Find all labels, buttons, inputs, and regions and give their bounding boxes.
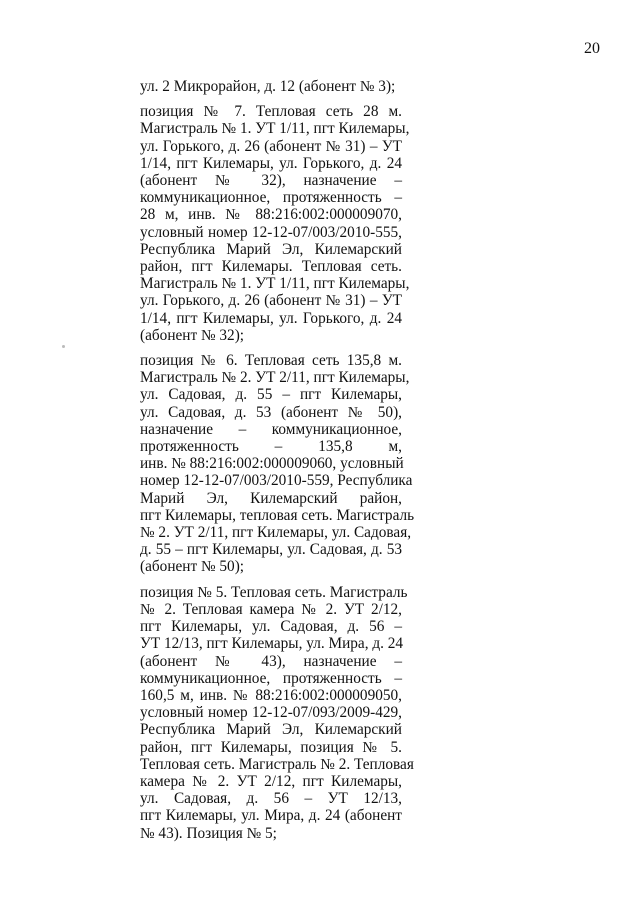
text-line: ул. 2 Микрорайон, д. 12 (абонент № 3); bbox=[140, 78, 396, 95]
text-line: район, пгт Килемары. Тепловая сеть. bbox=[140, 258, 402, 276]
text-line: номер 12-12-07/003/2010-559, Республика bbox=[140, 472, 413, 490]
paragraph bbox=[140, 103, 410, 344]
text-line: Магистраль № 1. УТ 1/11, пгт Килемары, bbox=[140, 275, 410, 293]
text-line: Тепловая сеть. Магистраль № 2. Тепловая bbox=[140, 755, 414, 773]
text-line: Магистраль № 2. УТ 2/11, пгт Килемары, bbox=[140, 369, 410, 387]
text-line: № 2. УТ 2/11, пгт Килемары, ул. Садовая, bbox=[140, 524, 412, 542]
page-number: 20 bbox=[584, 40, 600, 57]
text-line: коммуникационное, протяженность – bbox=[140, 669, 402, 687]
text-line: ул. Садовая, д. 53 (абонент № 50), bbox=[140, 403, 402, 421]
text-line: протяженность – 135,8 м, bbox=[140, 438, 402, 456]
paragraph bbox=[140, 78, 402, 95]
text-line: пгт Килемары, ул. Мира, д. 24 (абонент bbox=[140, 807, 402, 825]
text-line: д. 55 – пгт Килемары, ул. Садовая, д. 53 bbox=[140, 541, 402, 559]
text-line: условный номер 12-12-07/093/2009-429, bbox=[140, 704, 402, 722]
text-line: № 43). Позиция № 5; bbox=[140, 824, 277, 842]
text-line: пгт Килемары, тепловая сеть. Магистраль bbox=[140, 506, 415, 524]
text-line: район, пгт Килемары, позиция № 5. bbox=[140, 738, 402, 756]
text-line: (абонент № 50); bbox=[140, 558, 245, 576]
text-line: Республика Марий Эл, Килемарский bbox=[140, 721, 402, 739]
margin-mark bbox=[62, 345, 65, 348]
text-line: инв. № 88:216:002:000009060, условный bbox=[140, 455, 404, 473]
text-line: (абонент № 32), назначение – bbox=[140, 172, 402, 190]
text-line: (абонент № 43), назначение – bbox=[140, 652, 402, 670]
text-line: коммуникационное, протяженность – bbox=[140, 189, 402, 207]
text-line: Магистраль № 1. УТ 1/11, пгт Килемары, bbox=[140, 120, 410, 138]
text-line: ул. Садовая, д. 56 – УТ 12/13, bbox=[140, 790, 402, 808]
text-line: камера № 2. УТ 2/12, пгт Килемары, bbox=[140, 772, 402, 790]
paragraph bbox=[140, 583, 414, 842]
text-line: позиция № 6. Тепловая сеть 135,8 м. bbox=[140, 352, 402, 370]
text-line: 1/14, пгт Килемары, ул. Горького, д. 24 bbox=[140, 309, 402, 327]
text-line: условный номер 12-12-07/003/2010-555, bbox=[140, 223, 402, 241]
text-line: № 2. Тепловая камера № 2. УТ 2/12, bbox=[140, 600, 402, 618]
text-line: пгт Килемары, ул. Садовая, д. 56 – bbox=[140, 618, 402, 636]
text-line: (абонент № 32); bbox=[140, 326, 245, 344]
text-line: 28 м, инв. № 88:216:002:000009070, bbox=[140, 206, 402, 224]
text-line: ул. Горького, д. 26 (абонент № 31) – УТ bbox=[140, 292, 402, 310]
text-line: позиция № 5. Тепловая сеть. Магистраль bbox=[140, 583, 408, 601]
text-line: Республика Марий Эл, Килемарский bbox=[140, 240, 402, 258]
text-line: УТ 12/13, пгт Килемары, ул. Мира, д. 24 bbox=[140, 635, 404, 653]
text-line: назначение – коммуникационное, bbox=[140, 420, 402, 438]
text-line: позиция № 7. Тепловая сеть 28 м. bbox=[140, 103, 402, 121]
text-line: ул. Горького, д. 26 (абонент № 31) – УТ bbox=[140, 137, 402, 155]
paragraph bbox=[140, 352, 415, 576]
text-line: 1/14, пгт Килемары, ул. Горького, д. 24 bbox=[140, 154, 402, 172]
text-line: ул. Садовая, д. 55 – пгт Килемары, bbox=[140, 386, 402, 404]
text-line: 160,5 м, инв. № 88:216:002:000009050, bbox=[140, 686, 402, 704]
document-body bbox=[140, 78, 415, 850]
text-line: Марий Эл, Килемарский район, bbox=[140, 489, 402, 507]
